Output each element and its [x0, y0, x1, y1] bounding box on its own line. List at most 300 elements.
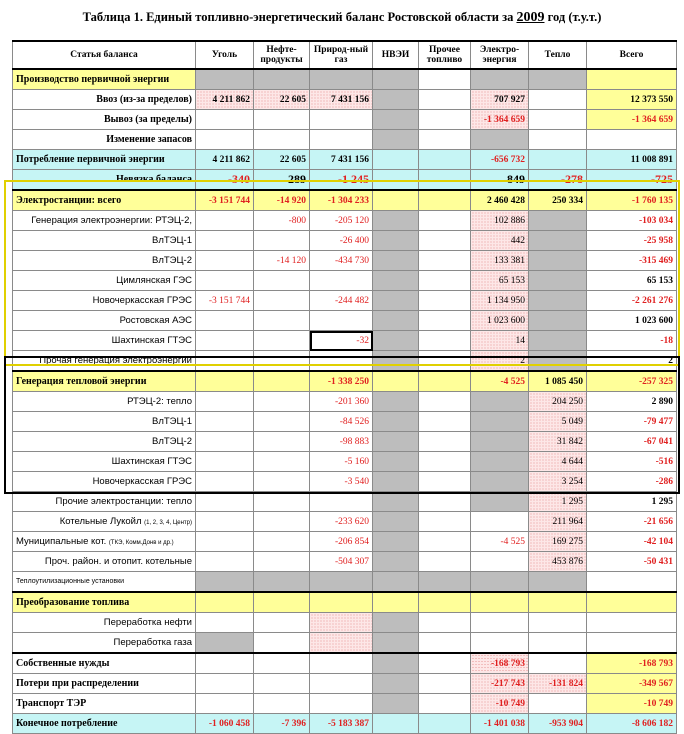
- value-cell[interactable]: 22 605: [254, 90, 310, 110]
- value-cell[interactable]: [529, 69, 587, 90]
- value-cell[interactable]: -340: [196, 170, 254, 191]
- value-cell[interactable]: [310, 311, 373, 331]
- value-cell[interactable]: [373, 653, 419, 674]
- value-cell[interactable]: -656 732: [471, 150, 529, 170]
- total-cell[interactable]: -315 469: [587, 251, 677, 271]
- value-cell[interactable]: 22 605: [254, 150, 310, 170]
- value-cell[interactable]: [196, 211, 254, 231]
- value-cell[interactable]: 442: [471, 231, 529, 251]
- value-cell[interactable]: [529, 231, 587, 251]
- value-cell[interactable]: [254, 351, 310, 372]
- value-cell[interactable]: -1 245: [310, 170, 373, 191]
- value-cell[interactable]: [196, 412, 254, 432]
- value-cell[interactable]: [254, 110, 310, 130]
- value-cell[interactable]: [419, 492, 471, 512]
- value-cell[interactable]: -168 793: [471, 653, 529, 674]
- value-cell[interactable]: -1 401 038: [471, 714, 529, 734]
- total-cell[interactable]: [587, 633, 677, 654]
- value-cell[interactable]: [471, 412, 529, 432]
- value-cell[interactable]: [254, 653, 310, 674]
- value-cell[interactable]: [419, 512, 471, 532]
- value-cell[interactable]: -14 920: [254, 190, 310, 211]
- value-cell[interactable]: [373, 130, 419, 150]
- total-cell[interactable]: -257 325: [587, 371, 677, 392]
- total-cell[interactable]: -50 431: [587, 552, 677, 572]
- value-cell[interactable]: [419, 532, 471, 552]
- value-cell[interactable]: [373, 150, 419, 170]
- value-cell[interactable]: -434 730: [310, 251, 373, 271]
- value-cell[interactable]: -131 824: [529, 674, 587, 694]
- total-cell[interactable]: -8 606 182: [587, 714, 677, 734]
- value-cell[interactable]: [254, 231, 310, 251]
- table-row: [13, 432, 677, 452]
- total-cell[interactable]: [587, 572, 677, 593]
- value-cell[interactable]: [373, 532, 419, 552]
- value-cell[interactable]: [196, 653, 254, 674]
- value-cell[interactable]: [373, 392, 419, 412]
- row-label: [13, 572, 196, 593]
- row-label-text: РТЭЦ-2: тепло: [127, 396, 192, 407]
- value-cell[interactable]: [373, 552, 419, 572]
- value-cell[interactable]: [373, 694, 419, 714]
- table-row: [13, 331, 677, 351]
- row-label: [13, 110, 196, 130]
- value-cell[interactable]: [310, 69, 373, 90]
- value-cell[interactable]: -84 526: [310, 412, 373, 432]
- value-cell[interactable]: [471, 633, 529, 654]
- value-cell[interactable]: [419, 452, 471, 472]
- value-cell[interactable]: [373, 592, 419, 613]
- value-cell[interactable]: [254, 694, 310, 714]
- total-cell[interactable]: -286: [587, 472, 677, 492]
- value-cell[interactable]: [254, 311, 310, 331]
- value-cell[interactable]: 4 644: [529, 452, 587, 472]
- total-cell[interactable]: -1 364 659: [587, 110, 677, 130]
- row-label-note: (ТКЭ, Комм.Донв и др.): [108, 540, 174, 546]
- value-cell[interactable]: [373, 613, 419, 633]
- value-cell[interactable]: -26 400: [310, 231, 373, 251]
- value-cell[interactable]: [419, 653, 471, 674]
- value-cell[interactable]: 2 460 428: [471, 190, 529, 211]
- value-cell[interactable]: [373, 231, 419, 251]
- row-label: [13, 714, 196, 734]
- value-cell[interactable]: [373, 674, 419, 694]
- value-cell[interactable]: [196, 331, 254, 351]
- value-cell[interactable]: 707 927: [471, 90, 529, 110]
- title-year: 2009: [516, 10, 545, 25]
- row-label-text: ВлТЭЦ-1: [152, 235, 192, 246]
- table-row: [13, 492, 677, 512]
- value-cell[interactable]: [419, 412, 471, 432]
- value-cell[interactable]: [254, 392, 310, 412]
- value-cell[interactable]: [419, 351, 471, 372]
- row-label-text: Теплоутилизационные установки: [16, 578, 125, 585]
- value-cell[interactable]: [373, 432, 419, 452]
- value-cell[interactable]: [419, 472, 471, 492]
- table-row: [13, 190, 677, 211]
- row-label: [13, 231, 196, 251]
- total-cell[interactable]: -349 567: [587, 674, 677, 694]
- value-cell[interactable]: [529, 633, 587, 654]
- value-cell[interactable]: [196, 251, 254, 271]
- value-cell[interactable]: 7 431 156: [310, 90, 373, 110]
- value-cell[interactable]: [196, 371, 254, 392]
- value-cell[interactable]: [373, 90, 419, 110]
- value-cell[interactable]: [529, 130, 587, 150]
- value-cell[interactable]: [196, 613, 254, 633]
- value-cell[interactable]: [529, 150, 587, 170]
- total-cell[interactable]: [587, 69, 677, 90]
- column-header: Статья баланса: [13, 41, 196, 69]
- value-cell[interactable]: [419, 231, 471, 251]
- value-cell[interactable]: 5 049: [529, 412, 587, 432]
- total-cell[interactable]: -25 958: [587, 231, 677, 251]
- row-label-text: Новочеркасская ГРЭС: [92, 295, 192, 306]
- value-cell[interactable]: [529, 251, 587, 271]
- value-cell[interactable]: -953 904: [529, 714, 587, 734]
- value-cell[interactable]: [254, 271, 310, 291]
- value-cell[interactable]: [196, 472, 254, 492]
- value-cell[interactable]: [419, 572, 471, 593]
- value-cell[interactable]: [373, 311, 419, 331]
- value-cell[interactable]: [529, 572, 587, 593]
- value-cell[interactable]: [254, 532, 310, 552]
- total-cell[interactable]: 2: [587, 351, 677, 372]
- value-cell[interactable]: [419, 130, 471, 150]
- value-cell[interactable]: [373, 572, 419, 593]
- value-cell[interactable]: [419, 110, 471, 130]
- value-cell[interactable]: [373, 371, 419, 392]
- value-cell[interactable]: [419, 170, 471, 191]
- row-label: [13, 371, 196, 392]
- value-cell[interactable]: 453 876: [529, 552, 587, 572]
- value-cell[interactable]: [254, 512, 310, 532]
- row-label: [13, 170, 196, 191]
- value-cell[interactable]: [471, 432, 529, 452]
- value-cell[interactable]: -504 307: [310, 552, 373, 572]
- value-cell[interactable]: [196, 674, 254, 694]
- value-cell[interactable]: [373, 472, 419, 492]
- value-cell[interactable]: [196, 271, 254, 291]
- value-cell[interactable]: 1 023 600: [471, 311, 529, 331]
- total-cell[interactable]: 11 008 891: [587, 150, 677, 170]
- value-cell[interactable]: [529, 271, 587, 291]
- value-cell[interactable]: -7 396: [254, 714, 310, 734]
- value-cell[interactable]: [419, 251, 471, 271]
- value-cell[interactable]: [196, 110, 254, 130]
- value-cell[interactable]: [419, 552, 471, 572]
- value-cell[interactable]: [373, 170, 419, 191]
- value-cell[interactable]: 211 964: [529, 512, 587, 532]
- value-cell[interactable]: [529, 331, 587, 351]
- value-cell[interactable]: [196, 432, 254, 452]
- total-cell[interactable]: -79 477: [587, 412, 677, 432]
- value-cell[interactable]: [529, 311, 587, 331]
- total-cell[interactable]: -103 034: [587, 211, 677, 231]
- value-cell[interactable]: [254, 291, 310, 311]
- value-cell[interactable]: [419, 211, 471, 231]
- value-cell[interactable]: 204 250: [529, 392, 587, 412]
- value-cell[interactable]: [419, 392, 471, 412]
- value-cell[interactable]: -233 620: [310, 512, 373, 532]
- value-cell[interactable]: [419, 291, 471, 311]
- value-cell[interactable]: [373, 211, 419, 231]
- value-cell[interactable]: [196, 492, 254, 512]
- value-cell[interactable]: [419, 592, 471, 613]
- value-cell[interactable]: [310, 674, 373, 694]
- total-cell[interactable]: -10 749: [587, 694, 677, 714]
- value-cell[interactable]: -1 060 458: [196, 714, 254, 734]
- value-cell[interactable]: [310, 592, 373, 613]
- value-cell[interactable]: [419, 190, 471, 211]
- value-cell[interactable]: [373, 512, 419, 532]
- value-cell[interactable]: 1 085 450: [529, 371, 587, 392]
- total-cell[interactable]: -1 760 135: [587, 190, 677, 211]
- value-cell[interactable]: [310, 694, 373, 714]
- value-cell[interactable]: -800: [254, 211, 310, 231]
- value-cell[interactable]: [373, 110, 419, 130]
- value-cell[interactable]: [471, 592, 529, 613]
- value-cell[interactable]: [373, 190, 419, 211]
- value-cell[interactable]: [196, 592, 254, 613]
- total-cell[interactable]: [587, 613, 677, 633]
- value-cell[interactable]: [310, 653, 373, 674]
- value-cell[interactable]: [310, 130, 373, 150]
- value-cell[interactable]: [529, 592, 587, 613]
- value-cell[interactable]: -4 525: [471, 371, 529, 392]
- row-label: [13, 271, 196, 291]
- value-cell[interactable]: [196, 694, 254, 714]
- value-cell[interactable]: [471, 392, 529, 412]
- value-cell[interactable]: [310, 110, 373, 130]
- value-cell[interactable]: -98 883: [310, 432, 373, 452]
- value-cell[interactable]: [254, 69, 310, 90]
- total-cell[interactable]: -42 104: [587, 532, 677, 552]
- row-label-text: Вывоз (за пределы): [103, 114, 192, 125]
- row-label: [13, 452, 196, 472]
- value-cell[interactable]: [471, 472, 529, 492]
- value-cell[interactable]: [471, 512, 529, 532]
- column-header: Прочее топливо: [419, 41, 471, 69]
- value-cell[interactable]: [373, 351, 419, 372]
- value-cell[interactable]: [196, 633, 254, 654]
- value-cell[interactable]: [254, 592, 310, 613]
- value-cell[interactable]: 1 295: [529, 492, 587, 512]
- value-cell[interactable]: [529, 351, 587, 372]
- value-cell[interactable]: -278: [529, 170, 587, 191]
- value-cell[interactable]: -3 151 744: [196, 291, 254, 311]
- value-cell[interactable]: [373, 452, 419, 472]
- total-cell[interactable]: -21 656: [587, 512, 677, 532]
- value-cell[interactable]: [310, 351, 373, 372]
- value-cell[interactable]: -1 364 659: [471, 110, 529, 130]
- total-cell[interactable]: [587, 592, 677, 613]
- table-row: [13, 211, 677, 231]
- total-cell[interactable]: -725: [587, 170, 677, 191]
- value-cell[interactable]: [254, 432, 310, 452]
- value-cell[interactable]: 14: [471, 331, 529, 351]
- value-cell[interactable]: [196, 512, 254, 532]
- value-cell[interactable]: 169 275: [529, 532, 587, 552]
- value-cell[interactable]: 65 153: [471, 271, 529, 291]
- total-cell[interactable]: 12 373 550: [587, 90, 677, 110]
- column-header: Уголь: [196, 41, 254, 69]
- value-cell[interactable]: [419, 69, 471, 90]
- value-cell[interactable]: -10 749: [471, 694, 529, 714]
- value-cell[interactable]: [196, 351, 254, 372]
- header-row: [13, 41, 677, 69]
- value-cell[interactable]: [373, 633, 419, 654]
- value-cell[interactable]: [373, 492, 419, 512]
- value-cell[interactable]: -32: [310, 331, 373, 351]
- row-label-text: Потребление первичной энергии: [16, 154, 165, 165]
- value-cell[interactable]: 3 254: [529, 472, 587, 492]
- value-cell[interactable]: 1 134 950: [471, 291, 529, 311]
- value-cell[interactable]: [471, 613, 529, 633]
- value-cell[interactable]: -5 183 387: [310, 714, 373, 734]
- total-cell[interactable]: -168 793: [587, 653, 677, 674]
- value-cell[interactable]: [254, 572, 310, 593]
- value-cell[interactable]: [471, 69, 529, 90]
- value-cell[interactable]: [373, 271, 419, 291]
- row-label: [13, 412, 196, 432]
- value-cell[interactable]: -244 482: [310, 291, 373, 311]
- value-cell[interactable]: [254, 130, 310, 150]
- value-cell[interactable]: [419, 311, 471, 331]
- value-cell[interactable]: 289: [254, 170, 310, 191]
- value-cell[interactable]: [196, 532, 254, 552]
- row-label-text: Прочая генерация электроэнергии: [39, 355, 192, 366]
- total-cell[interactable]: 65 153: [587, 271, 677, 291]
- value-cell[interactable]: [529, 694, 587, 714]
- value-cell[interactable]: [419, 613, 471, 633]
- value-cell[interactable]: 102 886: [471, 211, 529, 231]
- value-cell[interactable]: -1 338 250: [310, 371, 373, 392]
- row-label-text: Транспорт ТЭР: [16, 698, 87, 709]
- value-cell[interactable]: -206 854: [310, 532, 373, 552]
- total-cell[interactable]: -2 261 276: [587, 291, 677, 311]
- value-cell[interactable]: [419, 150, 471, 170]
- value-cell[interactable]: [310, 271, 373, 291]
- row-label: [13, 211, 196, 231]
- value-cell[interactable]: [254, 452, 310, 472]
- value-cell[interactable]: [196, 231, 254, 251]
- value-cell[interactable]: [471, 130, 529, 150]
- value-cell[interactable]: [254, 552, 310, 572]
- value-cell[interactable]: -3 151 744: [196, 190, 254, 211]
- value-cell[interactable]: [196, 69, 254, 90]
- table-row: [13, 291, 677, 311]
- value-cell[interactable]: 4 211 862: [196, 90, 254, 110]
- value-cell[interactable]: [196, 130, 254, 150]
- value-cell[interactable]: [373, 69, 419, 90]
- value-cell[interactable]: [529, 211, 587, 231]
- value-cell[interactable]: -14 120: [254, 251, 310, 271]
- table-row: [13, 633, 677, 654]
- total-cell[interactable]: 1 295: [587, 492, 677, 512]
- value-cell[interactable]: -5 160: [310, 452, 373, 472]
- table-title: [0, 10, 684, 26]
- value-cell[interactable]: 4 211 862: [196, 150, 254, 170]
- value-cell[interactable]: [529, 110, 587, 130]
- value-cell[interactable]: [529, 90, 587, 110]
- total-cell[interactable]: 2 890: [587, 392, 677, 412]
- table-row: [13, 532, 677, 552]
- value-cell[interactable]: [419, 694, 471, 714]
- value-cell[interactable]: [529, 653, 587, 674]
- value-cell[interactable]: [471, 552, 529, 572]
- value-cell[interactable]: [310, 572, 373, 593]
- value-cell[interactable]: [254, 331, 310, 351]
- value-cell[interactable]: [196, 572, 254, 593]
- value-cell[interactable]: [419, 90, 471, 110]
- value-cell[interactable]: [419, 432, 471, 452]
- total-cell[interactable]: [587, 130, 677, 150]
- value-cell[interactable]: [254, 674, 310, 694]
- value-cell[interactable]: [196, 392, 254, 412]
- value-cell[interactable]: [419, 633, 471, 654]
- value-cell[interactable]: [254, 633, 310, 654]
- value-cell[interactable]: [471, 452, 529, 472]
- value-cell[interactable]: [529, 291, 587, 311]
- value-cell[interactable]: [373, 412, 419, 432]
- value-cell[interactable]: [373, 251, 419, 271]
- value-cell[interactable]: -201 360: [310, 392, 373, 412]
- value-cell[interactable]: 849: [471, 170, 529, 191]
- value-cell[interactable]: 7 431 156: [310, 150, 373, 170]
- row-label: [13, 592, 196, 613]
- value-cell[interactable]: [529, 613, 587, 633]
- total-cell[interactable]: -18: [587, 331, 677, 351]
- value-cell[interactable]: [310, 613, 373, 633]
- value-cell[interactable]: 31 842: [529, 432, 587, 452]
- value-cell[interactable]: [310, 492, 373, 512]
- row-label-text: Цимлянская ГЭС: [116, 275, 192, 286]
- value-cell[interactable]: [419, 371, 471, 392]
- value-cell[interactable]: -205 120: [310, 211, 373, 231]
- value-cell[interactable]: -1 304 233: [310, 190, 373, 211]
- value-cell[interactable]: [471, 492, 529, 512]
- value-cell[interactable]: [373, 291, 419, 311]
- value-cell[interactable]: [254, 613, 310, 633]
- value-cell[interactable]: [419, 271, 471, 291]
- value-cell[interactable]: [196, 311, 254, 331]
- value-cell[interactable]: [254, 492, 310, 512]
- row-label: [13, 190, 196, 211]
- value-cell[interactable]: -4 525: [471, 532, 529, 552]
- value-cell[interactable]: [471, 572, 529, 593]
- value-cell[interactable]: 133 381: [471, 251, 529, 271]
- value-cell[interactable]: [254, 472, 310, 492]
- value-cell[interactable]: [419, 674, 471, 694]
- value-cell[interactable]: -3 540: [310, 472, 373, 492]
- value-cell[interactable]: -217 743: [471, 674, 529, 694]
- value-cell[interactable]: [419, 331, 471, 351]
- value-cell[interactable]: 2: [471, 351, 529, 372]
- value-cell[interactable]: [419, 714, 471, 734]
- value-cell[interactable]: [310, 633, 373, 654]
- value-cell[interactable]: [196, 452, 254, 472]
- value-cell[interactable]: [373, 714, 419, 734]
- total-cell[interactable]: 1 023 600: [587, 311, 677, 331]
- total-cell[interactable]: -516: [587, 452, 677, 472]
- value-cell[interactable]: 250 334: [529, 190, 587, 211]
- value-cell[interactable]: [196, 552, 254, 572]
- value-cell[interactable]: [254, 412, 310, 432]
- value-cell[interactable]: [254, 371, 310, 392]
- total-cell[interactable]: -67 041: [587, 432, 677, 452]
- value-cell[interactable]: [373, 331, 419, 351]
